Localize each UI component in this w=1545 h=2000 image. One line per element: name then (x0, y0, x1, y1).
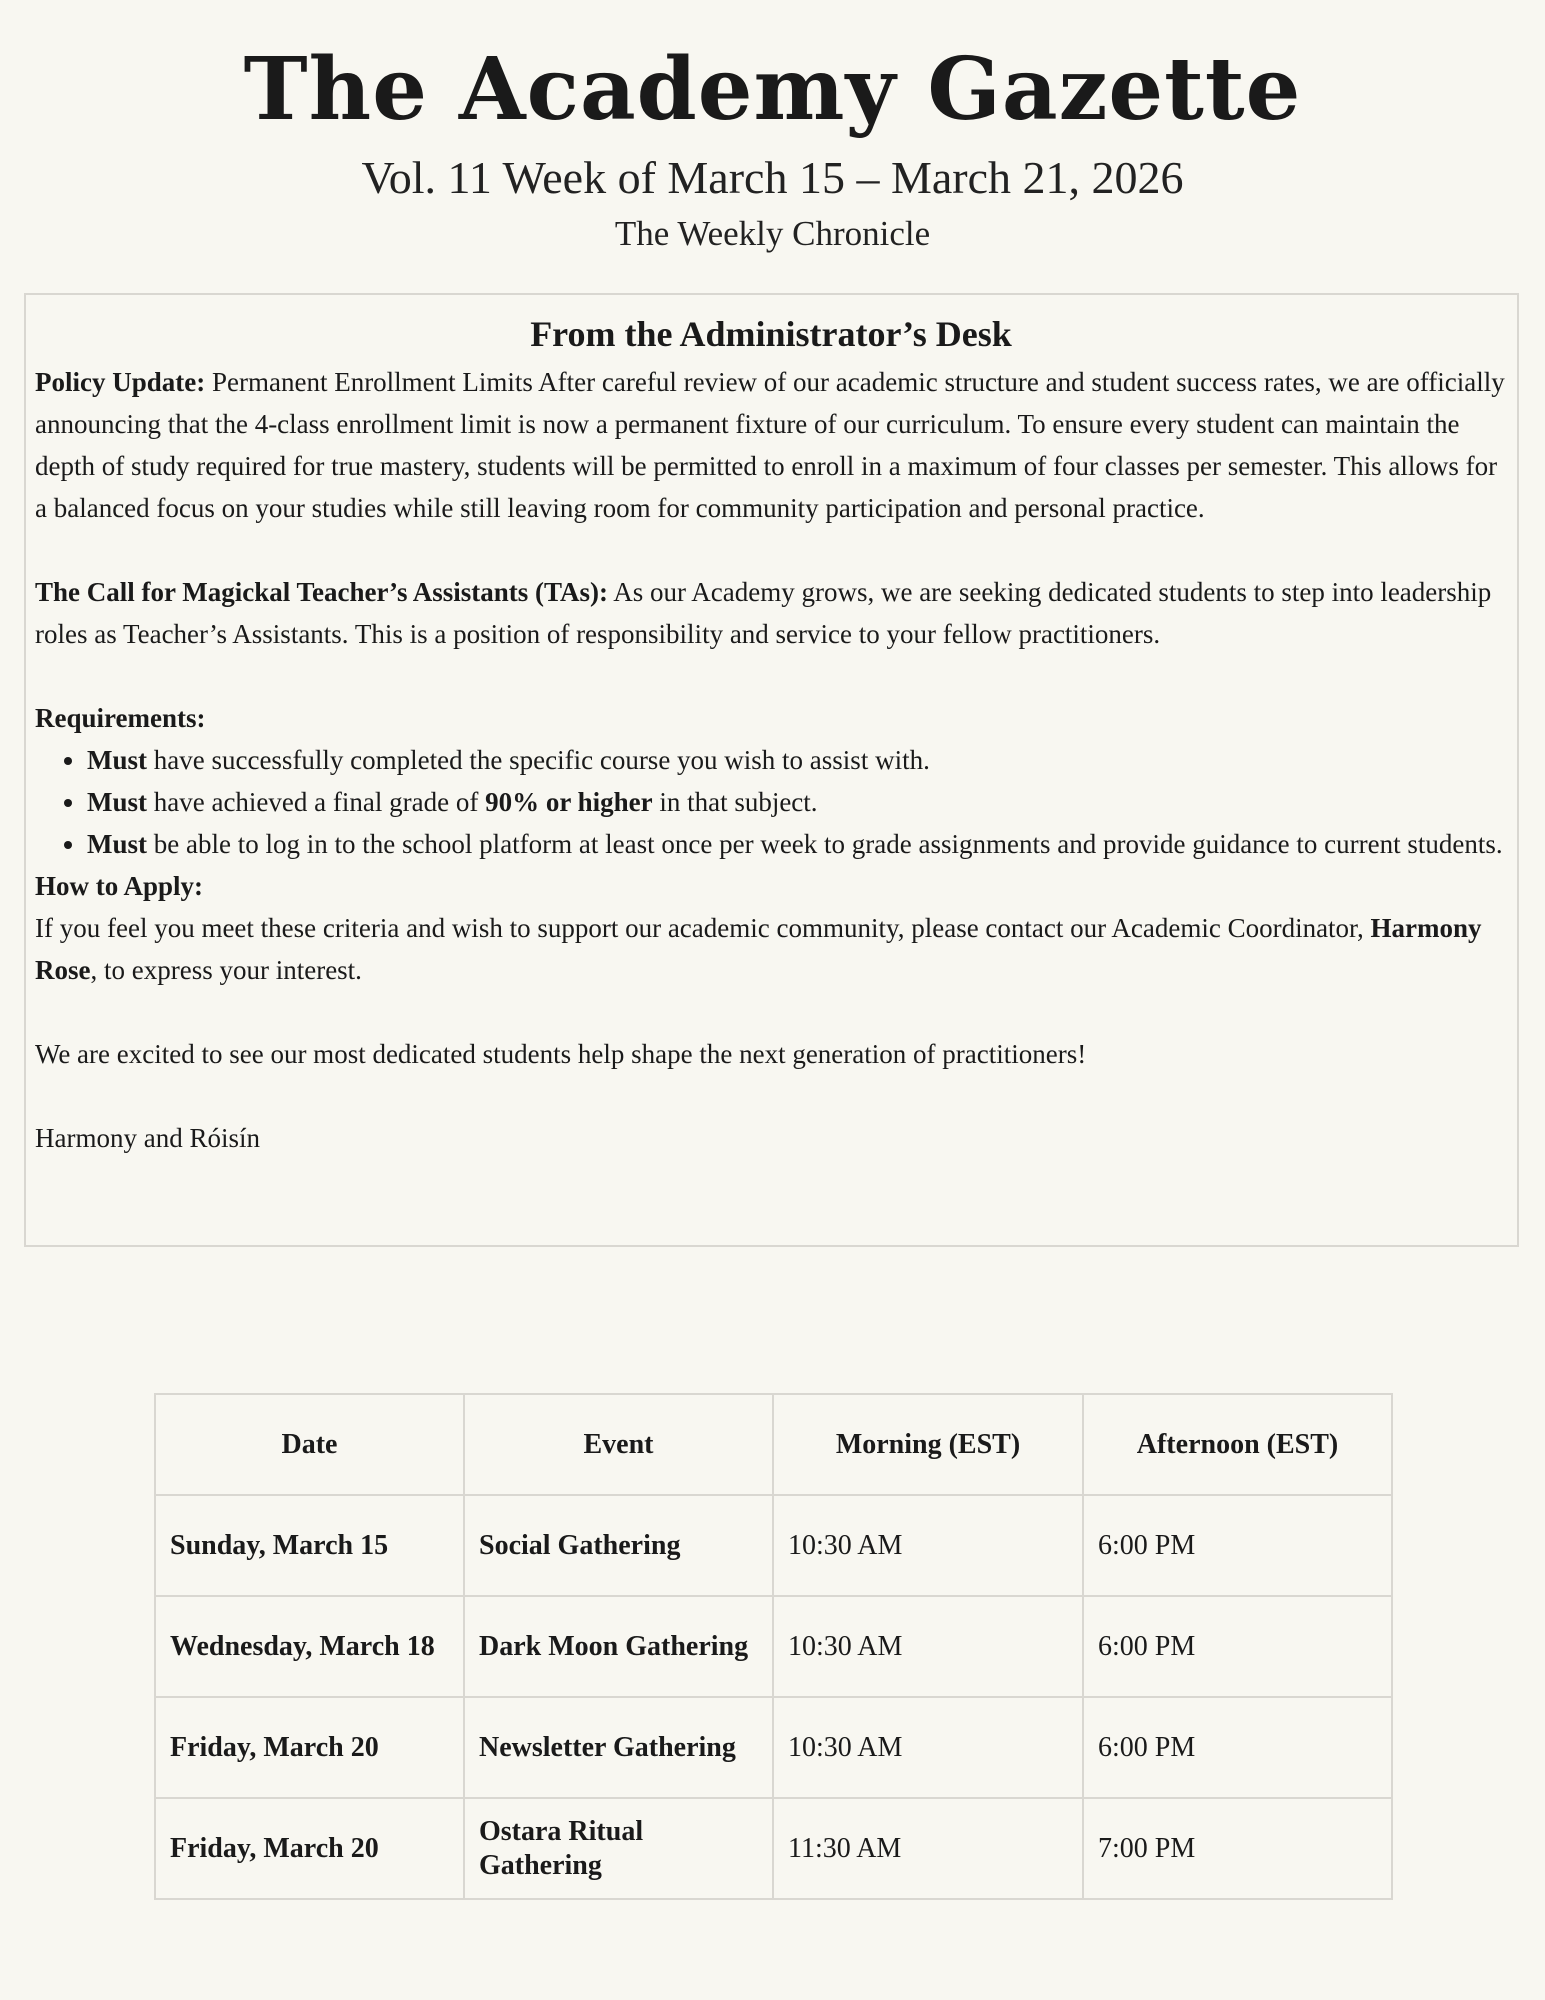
requirements-label (35, 697, 1507, 739)
date-cell: Friday, March 20 (155, 1798, 464, 1899)
table-row (155, 1495, 1392, 1596)
apply-text: If you feel you meet these criteria and wish to support our academic community, please contact our Academic Coordinator, (35, 913, 1371, 943)
requirement-text: have achieved a final grade of (147, 787, 486, 817)
signature: Harmony and Róisín (35, 1123, 260, 1153)
table-row (155, 1596, 1392, 1697)
volume-line: Vol. 11 Week of March 15 – March 21, 2026 (361, 152, 1184, 203)
policy-label: Policy Update: (35, 367, 206, 397)
spacer (35, 529, 1507, 571)
spacer (35, 1075, 1507, 1117)
policy-paragraph (35, 361, 1507, 529)
header-event: Event (464, 1394, 773, 1495)
header-afternoon: Afternoon (EST) (1083, 1394, 1392, 1495)
table-header-row (155, 1394, 1392, 1495)
requirements-list (35, 739, 1507, 865)
morning-cell: 10:30 AM (773, 1495, 1083, 1596)
list-item (87, 739, 1507, 781)
table-row (155, 1798, 1392, 1899)
morning-cell: 10:30 AM (773, 1697, 1083, 1798)
table-row (155, 1697, 1392, 1798)
date-cell: Wednesday, March 18 (155, 1596, 464, 1697)
afternoon-cell: 6:00 PM (1083, 1697, 1392, 1798)
header-morning: Morning (EST) (773, 1394, 1083, 1495)
coordinator-name: Harmony Rose (35, 913, 1482, 985)
apply-text: , to express your interest. (90, 955, 362, 985)
requirement-text: have successfully completed the specific course you wish to assist with. (147, 745, 930, 775)
event-cell: Newsletter Gathering (464, 1697, 773, 1798)
list-item (87, 823, 1507, 865)
requirements-label-text: Requirements: (35, 703, 206, 733)
closing-paragraph: We are excited to see our most dedicated students help shape the next generation of practitioners! (35, 1039, 1087, 1069)
header-date: Date (155, 1394, 464, 1495)
requirement-emphasis: Must (87, 745, 147, 775)
date-cell: Sunday, March 15 (155, 1495, 464, 1596)
spacer (35, 655, 1507, 697)
event-cell: Ostara Ritual Gathering (464, 1798, 773, 1899)
requirement-text: in that subject. (652, 787, 818, 817)
afternoon-cell: 6:00 PM (1083, 1495, 1392, 1596)
apply-paragraph (35, 907, 1507, 991)
afternoon-cell: 7:00 PM (1083, 1798, 1392, 1899)
afternoon-cell: 6:00 PM (1083, 1596, 1392, 1697)
morning-cell: 10:30 AM (773, 1596, 1083, 1697)
ta-label: The Call for Magickal Teacher’s Assistants (TAs): (35, 577, 608, 607)
schedule-table (154, 1393, 1393, 1900)
section-heading: From the Administrator’s Desk (530, 314, 1012, 354)
spacer (35, 991, 1507, 1033)
subtitle: The Weekly Chronicle (614, 214, 931, 253)
masthead (0, 0, 1545, 256)
ta-text: As our Academy grows, we are seeking dedicated students to step into leadership roles as Teacher’s Assistants. This is a position of responsibility and service to your fellow practitioners. (35, 577, 1492, 649)
administrator-desk-section (24, 293, 1519, 1247)
date-cell: Friday, March 20 (155, 1697, 464, 1798)
requirement-emphasis: Must (87, 787, 147, 817)
event-cell: Social Gathering (464, 1495, 773, 1596)
newspaper-title: The Academy Gazette (243, 39, 1302, 140)
policy-text: Permanent Enrollment Limits After careful review of our academic structure and student success rates, we are officially announcing that the 4-class enrollment limit is now a permanent fixture of our curriculum. To ensure every student can maintain the depth of study required for true mastery, students will be permitted to enroll in a maximum of four classes per semester. This allows for a balanced focus on your studies while still leaving room for community participation and personal practice. (35, 367, 1505, 523)
requirement-emphasis: Must (87, 829, 147, 859)
event-cell: Dark Moon Gathering (464, 1596, 773, 1697)
requirement-grade: 90% or higher (485, 787, 653, 817)
apply-label-text: How to Apply: (35, 871, 204, 901)
apply-label (35, 865, 1507, 907)
list-item (87, 781, 1507, 823)
ta-paragraph (35, 571, 1507, 655)
requirement-text: be able to log in to the school platform at least once per week to grade assignments and provide guidance to current students. (147, 829, 1503, 859)
morning-cell: 11:30 AM (773, 1798, 1083, 1899)
